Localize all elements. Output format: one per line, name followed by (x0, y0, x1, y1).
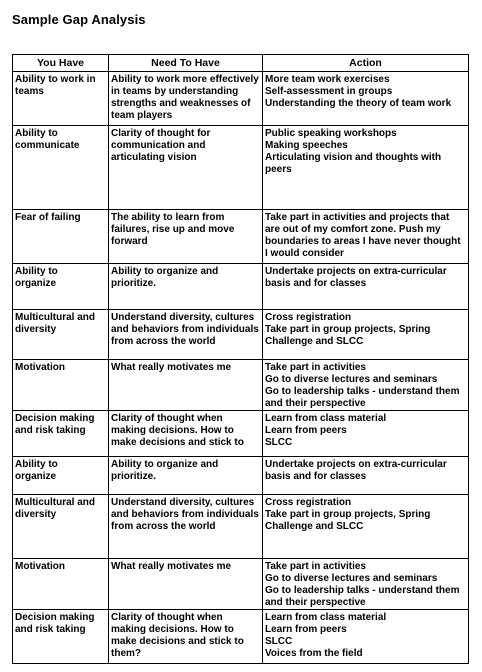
you-have-cell (13, 610, 109, 664)
action-cell (263, 264, 469, 310)
you-have-cell (13, 457, 109, 495)
header-action: Action (263, 55, 469, 72)
cell-line: Making speeches (265, 140, 348, 151)
cell-line: make decisions and stick to (111, 636, 244, 647)
cell-line: from across the world (111, 521, 216, 532)
table-row (13, 72, 469, 126)
you-have-cell (13, 126, 109, 210)
cell-line: team players (111, 110, 173, 121)
cell-line: Understand diversity, cultures (111, 497, 255, 508)
need-to-have-cell (109, 310, 263, 360)
cell-line: organize (15, 471, 57, 482)
need-to-have-cell (109, 360, 263, 411)
table-row (13, 264, 469, 310)
table-header (13, 55, 469, 72)
header-need-to-have: Need To Have (109, 55, 263, 72)
cell-line: Clarity of thought when (111, 612, 223, 623)
table-row (13, 495, 469, 559)
cell-line: The ability to learn from (111, 212, 225, 223)
need-to-have-cell (109, 126, 263, 210)
cell-line: Decision making (15, 413, 95, 424)
cell-line: are out of my comfort zone. Push my (265, 224, 441, 235)
cell-line: What really motivates me (111, 362, 232, 373)
cell-line: Clarity of thought for (111, 128, 211, 139)
cell-line: Undertake projects on extra-curricular (265, 266, 447, 277)
cell-line: articulating vision (111, 152, 197, 163)
cell-line: Understand diversity, cultures (111, 312, 255, 323)
cell-line: Go to diverse lectures and seminars (265, 573, 438, 584)
cell-line: Take part in group projects, Spring (265, 509, 431, 520)
you-have-cell (13, 559, 109, 610)
cell-line: forward (111, 236, 148, 247)
cell-line: in teams by understanding (111, 86, 239, 97)
header-you-have: You Have (13, 55, 109, 72)
cell-line: Cross registration (265, 312, 352, 323)
cell-line: and their perspective (265, 398, 366, 409)
cell-line: prioritize. (111, 278, 157, 289)
cell-line: and behaviors from individuals (111, 324, 259, 335)
table-row (13, 210, 469, 264)
cell-line: Take part in group projects, Spring (265, 324, 431, 335)
cell-line: SLCC (265, 636, 293, 647)
action-cell (263, 126, 469, 210)
cell-line: Multicultural and (15, 497, 95, 508)
cell-line: and risk taking (15, 624, 86, 635)
cell-line: Motivation (15, 362, 65, 373)
need-to-have-cell (109, 210, 263, 264)
action-cell (263, 495, 469, 559)
cell-line: SLCC (265, 437, 293, 448)
you-have-cell (13, 310, 109, 360)
cell-line: Go to diverse lectures and seminars (265, 374, 438, 385)
cell-line: boundaries to areas I have never thought (265, 236, 461, 247)
cell-line: and behaviors from individuals (111, 509, 259, 520)
cell-line: Motivation (15, 561, 65, 572)
action-cell (263, 210, 469, 264)
cell-line: Multicultural and (15, 312, 95, 323)
cell-line: Understanding the theory of team work (265, 98, 452, 109)
cell-line: making decisions. How to (111, 425, 234, 436)
cell-line: and their perspective (265, 597, 366, 608)
need-to-have-cell (109, 264, 263, 310)
cell-line: Cross registration (265, 497, 352, 508)
action-cell (263, 310, 469, 360)
need-to-have-cell (109, 559, 263, 610)
cell-line: organize (15, 278, 57, 289)
action-cell (263, 360, 469, 411)
action-cell (263, 559, 469, 610)
cell-line: Learn from peers (265, 425, 347, 436)
you-have-cell (13, 264, 109, 310)
action-cell (263, 411, 469, 457)
cell-line: Challenge and SLCC (265, 336, 364, 347)
cell-line: diversity (15, 324, 57, 335)
header-row (13, 55, 469, 72)
gap-analysis-table (12, 54, 469, 664)
document-title: Sample Gap Analysis (12, 12, 146, 27)
cell-line: Go to leadership talks - understand them (265, 585, 460, 596)
table-row (13, 610, 469, 664)
cell-line: make decisions and stick to (111, 437, 244, 448)
cell-line: Ability to organize and (111, 266, 219, 277)
you-have-cell (13, 210, 109, 264)
cell-line: More team work exercises (265, 74, 390, 85)
cell-line: Ability to (15, 459, 58, 470)
cell-line: basis and for classes (265, 278, 367, 289)
table-row (13, 559, 469, 610)
cell-line: and risk taking (15, 425, 86, 436)
cell-line: making decisions. How to (111, 624, 234, 635)
cell-line: basis and for classes (265, 471, 367, 482)
cell-line: Take part in activities (265, 561, 366, 572)
cell-line: communication and (111, 140, 206, 151)
need-to-have-cell (109, 610, 263, 664)
cell-line: communicate (15, 140, 80, 151)
cell-line: prioritize. (111, 471, 157, 482)
cell-line: I would consider (265, 248, 344, 259)
cell-line: Ability to (15, 128, 58, 139)
cell-line: Clarity of thought when (111, 413, 223, 424)
table-row (13, 126, 469, 210)
cell-line: from across the world (111, 336, 216, 347)
cell-line: Learn from class material (265, 413, 387, 424)
cell-line: strengths and weaknesses of (111, 98, 251, 109)
cell-line: Learn from class material (265, 612, 387, 623)
cell-line: What really motivates me (111, 561, 232, 572)
cell-line: Undertake projects on extra-curricular (265, 459, 447, 470)
cell-line: Fear of failing (15, 212, 81, 223)
cell-line: Take part in activities (265, 362, 366, 373)
need-to-have-cell (109, 495, 263, 559)
action-cell (263, 457, 469, 495)
you-have-cell (13, 495, 109, 559)
cell-line: teams (15, 86, 44, 97)
table-row (13, 411, 469, 457)
cell-line: Take part in activities and projects that (265, 212, 450, 223)
cell-line: Decision making (15, 612, 95, 623)
cell-line: peers (265, 164, 292, 175)
cell-line: Voices from the field (265, 648, 363, 659)
action-cell (263, 72, 469, 126)
you-have-cell (13, 360, 109, 411)
cell-line: Ability to work more effectively (111, 74, 259, 85)
cell-line: Self-assessment in groups (265, 86, 393, 97)
cell-line: Challenge and SLCC (265, 521, 364, 532)
cell-line: failures, rise up and move (111, 224, 235, 235)
cell-line: Public speaking workshops (265, 128, 397, 139)
cell-line: Learn from peers (265, 624, 347, 635)
need-to-have-cell (109, 457, 263, 495)
action-cell (263, 610, 469, 664)
table-row (13, 457, 469, 495)
cell-line: Ability to work in (15, 74, 96, 85)
cell-line: Ability to organize and (111, 459, 219, 470)
cell-line: Go to leadership talks - understand them (265, 386, 460, 397)
you-have-cell (13, 72, 109, 126)
need-to-have-cell (109, 411, 263, 457)
table-row (13, 360, 469, 411)
table-body (13, 72, 469, 664)
need-to-have-cell (109, 72, 263, 126)
table-row (13, 310, 469, 360)
cell-line: Ability to (15, 266, 58, 277)
cell-line: them? (111, 648, 141, 659)
cell-line: Articulating vision and thoughts with (265, 152, 442, 163)
you-have-cell (13, 411, 109, 457)
cell-line: diversity (15, 509, 57, 520)
